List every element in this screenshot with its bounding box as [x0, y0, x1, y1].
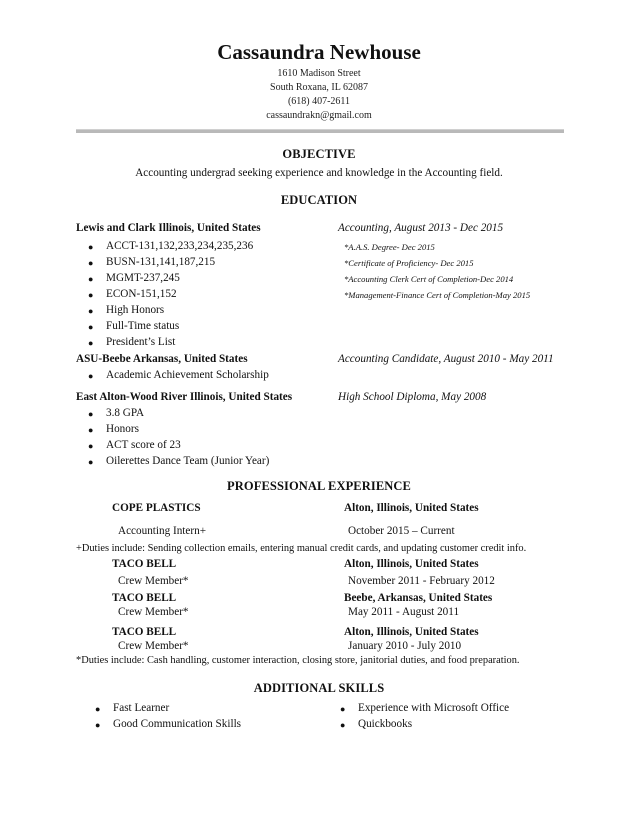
school-detail: Accounting Candidate, August 2010 - May 2011 — [338, 353, 554, 365]
contact-street: 1610 Madison Street — [277, 68, 361, 79]
skills-heading: ADDITIONAL SKILLS — [253, 681, 385, 695]
course-item: MGMT-237,245 — [106, 272, 180, 284]
job-dates: January 2010 - July 2010 — [348, 640, 462, 652]
school-name: East Alton-Wood River Illinois, United States — [76, 391, 293, 403]
bullet-icon: ● — [340, 704, 346, 714]
crew-duties-note: *Duties include: Cash handling, customer interaction, closing store, janitorial duties, and food preparation. — [76, 655, 520, 666]
contact-email: cassaundrakn@gmail.com — [266, 110, 372, 121]
bullet-icon: ● — [88, 306, 94, 316]
status-item: Full-Time status — [106, 320, 180, 332]
job-title: Crew Member* — [118, 575, 189, 587]
job-dates: November 2011 - February 2012 — [348, 575, 495, 587]
honor-item: High Honors — [106, 304, 165, 316]
job-title: Crew Member* — [118, 640, 189, 652]
job-location: Alton, Illinois, United States — [344, 558, 479, 570]
achievement-item: ACT score of 23 — [106, 439, 181, 451]
objective-text: Accounting undergrad seeking experience and knowledge in the Accounting field. — [135, 167, 503, 179]
bullet-icon: ● — [88, 274, 94, 284]
job-company: COPE PLASTICS — [112, 502, 201, 514]
degree-note: *A.A.S. Degree- Dec 2015 — [344, 242, 435, 252]
school-name: Lewis and Clark Illinois, United States — [76, 222, 261, 234]
job-title: Accounting Intern+ — [118, 525, 207, 537]
course-item: ACCT-131,132,233,234,235,236 — [106, 240, 254, 252]
job-company: TACO BELL — [112, 626, 177, 638]
contact-city: South Roxana, IL 62087 — [270, 82, 368, 93]
education-heading: EDUCATION — [280, 193, 358, 207]
achievement-item: 3.8 GPA — [106, 407, 145, 419]
skill-item: Experience with Microsoft Office — [358, 702, 510, 714]
scholarship-item: Academic Achievement Scholarship — [106, 369, 269, 381]
bullet-icon: ● — [95, 720, 101, 730]
contact-phone: (618) 407-2611 — [287, 96, 351, 107]
achievement-item: Honors — [106, 423, 139, 435]
certificate-note: *Management-Finance Cert of Completion-May 2015 — [344, 290, 531, 300]
certificate-note: *Accounting Clerk Cert of Completion-Dec 2014 — [344, 274, 514, 284]
course-item: ECON-151,152 — [106, 288, 177, 300]
achievement-item: Oilerettes Dance Team (Junior Year) — [106, 455, 270, 467]
experience-heading: PROFESSIONAL EXPERIENCE — [227, 479, 411, 493]
bullet-icon: ● — [88, 409, 94, 419]
school-detail: Accounting, August 2013 - Dec 2015 — [338, 222, 504, 234]
bullet-icon: ● — [88, 322, 94, 332]
job-location: Beebe, Arkansas, United States — [344, 592, 493, 604]
course-item: BUSN-131,141,187,215 — [106, 256, 216, 268]
job-dates: October 2015 – Current — [348, 525, 455, 537]
certificate-note: *Certificate of Proficiency- Dec 2015 — [344, 258, 474, 268]
bullet-icon: ● — [88, 338, 94, 348]
intern-duties-note: +Duties include: Sending collection emails, entering manual credit cards, and updating customer credit info. — [76, 543, 527, 554]
skill-item: Fast Learner — [113, 702, 170, 714]
skill-item: Good Communication Skills — [113, 718, 242, 730]
objective-heading: OBJECTIVE — [282, 147, 356, 161]
bullet-icon: ● — [88, 290, 94, 300]
school-name: ASU-Beebe Arkansas, United States — [76, 353, 248, 365]
header-divider — [76, 129, 564, 133]
job-company: TACO BELL — [112, 592, 177, 604]
bullet-icon: ● — [88, 425, 94, 435]
resume-name: Cassaundra Newhouse — [217, 40, 421, 64]
bullet-icon: ● — [88, 258, 94, 268]
bullet-icon: ● — [95, 704, 101, 714]
bullet-icon: ● — [88, 441, 94, 451]
bullet-icon: ● — [88, 457, 94, 467]
school-detail: High School Diploma, May 2008 — [338, 391, 487, 403]
bullet-icon: ● — [88, 371, 94, 381]
job-location: Alton, Illinois, United States — [344, 626, 479, 638]
job-dates: May 2011 - August 2011 — [348, 606, 460, 618]
job-title: Crew Member* — [118, 606, 189, 618]
honor-item: President’s List — [106, 336, 176, 348]
job-location: Alton, Illinois, United States — [344, 502, 479, 514]
bullet-icon: ● — [340, 720, 346, 730]
job-company: TACO BELL — [112, 558, 177, 570]
skill-item: Quickbooks — [358, 718, 413, 730]
bullet-icon: ● — [88, 242, 94, 252]
